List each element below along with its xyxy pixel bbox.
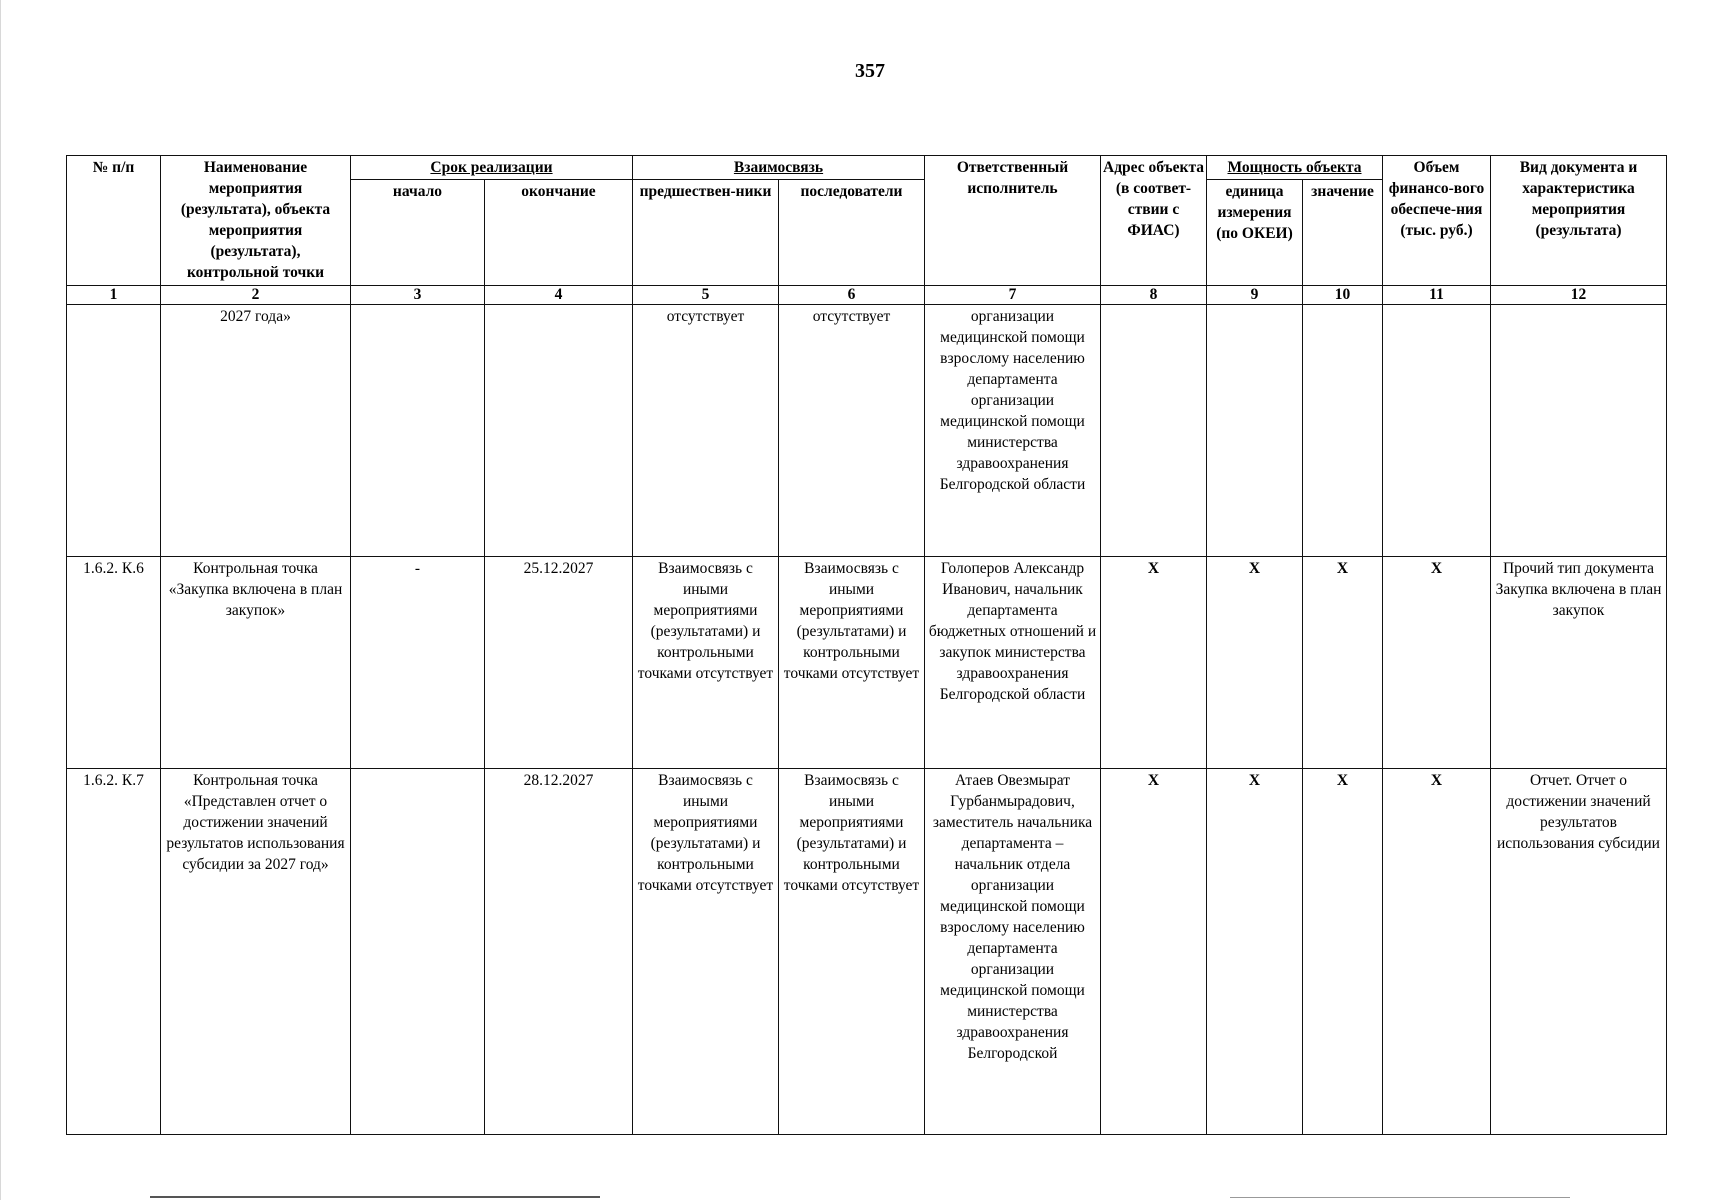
column-number: 11 — [1383, 286, 1491, 305]
implementation-plan-table — [66, 155, 1667, 1135]
header-document: Вид документа и характеристика мероприятия (результата) — [1491, 156, 1667, 286]
cell-value — [1303, 305, 1383, 557]
header-period-end: окончание — [485, 180, 633, 286]
header-successors: последователи — [779, 180, 925, 286]
header-num: № п/п — [67, 156, 161, 286]
cell-responsible: Голоперов Александр Иванович, начальник департамента бюджетных отношений и закупок министерства здравоохранения Белгородской области — [925, 557, 1101, 769]
cell-name: 2027 года» — [161, 305, 351, 557]
cell-start — [351, 769, 485, 1135]
cell-document: Прочий тип документа Закупка включена в план закупок — [1491, 557, 1667, 769]
cell-finance: X — [1383, 769, 1491, 1135]
column-number: 3 — [351, 286, 485, 305]
header-period-start: начало — [351, 180, 485, 286]
scan-bottom-line — [150, 1196, 600, 1198]
cell-unit — [1207, 305, 1303, 557]
page-number: 357 — [855, 60, 885, 82]
cell-finance — [1383, 305, 1491, 557]
column-number: 5 — [633, 286, 779, 305]
cell-responsible: организации медицинской помощи взрослому населению департамента организации медицинской помощи министерства здравоохранения Белгородской области — [925, 305, 1101, 557]
column-number: 6 — [779, 286, 925, 305]
cell-predecessors: отсутствует — [633, 305, 779, 557]
cell-name: Контрольная точка «Представлен отчет о достижении значений результатов использования субсидии за 2027 год» — [161, 769, 351, 1135]
header-address: Адрес объекта (в соответ-ствии с ФИАС) — [1101, 156, 1207, 286]
cell-document: Отчет. Отчет о достижении значений результатов использования субсидии — [1491, 769, 1667, 1135]
header-relation: Взаимосвязь — [633, 156, 925, 180]
table-row — [67, 557, 1667, 769]
cell-predecessors: Взаимосвязь с иными мероприятиями (результатами) и контрольными точками отсутствует — [633, 557, 779, 769]
cell-predecessors: Взаимосвязь с иными мероприятиями (результатами) и контрольными точками отсутствует — [633, 769, 779, 1135]
scan-edge — [0, 0, 1, 1200]
column-number: 9 — [1207, 286, 1303, 305]
cell-end — [485, 305, 633, 557]
cell-finance: X — [1383, 557, 1491, 769]
header-period: Срок реализации — [351, 156, 633, 180]
column-number: 12 — [1491, 286, 1667, 305]
column-number: 8 — [1101, 286, 1207, 305]
cell-successors: Взаимосвязь с иными мероприятиями (результатами) и контрольными точками отсутствует — [779, 769, 925, 1135]
column-number: 1 — [67, 286, 161, 305]
cell-start — [351, 305, 485, 557]
cell-unit: X — [1207, 557, 1303, 769]
cell-end: 28.12.2027 — [485, 769, 633, 1135]
cell-responsible: Атаев Овезмырат Гурбанмырадович, заместитель начальника департамента – начальник отдела организации медицинской помощи взрослому населению департамента организации медицинской помощи министерства здравоохранения Белгородской — [925, 769, 1101, 1135]
cell-successors: отсутствует — [779, 305, 925, 557]
header-value: значение — [1303, 180, 1383, 286]
cell-num: 1.6.2. К.6 — [67, 557, 161, 769]
column-number: 4 — [485, 286, 633, 305]
cell-end: 25.12.2027 — [485, 557, 633, 769]
cell-successors: Взаимосвязь с иными мероприятиями (результатами) и контрольными точками отсутствует — [779, 557, 925, 769]
cell-address: X — [1101, 769, 1207, 1135]
header-capacity: Мощность объекта — [1207, 156, 1383, 180]
scan-bottom-line — [1230, 1197, 1570, 1198]
cell-value: X — [1303, 769, 1383, 1135]
header-name: Наименование мероприятия (результата), объекта мероприятия (результата), контрольной точки — [161, 156, 351, 286]
header-unit: единица измерения (по ОКЕИ) — [1207, 180, 1303, 286]
cell-num — [67, 305, 161, 557]
cell-document — [1491, 305, 1667, 557]
table-row — [67, 769, 1667, 1135]
column-number: 10 — [1303, 286, 1383, 305]
cell-num: 1.6.2. К.7 — [67, 769, 161, 1135]
cell-unit: X — [1207, 769, 1303, 1135]
cell-name: Контрольная точка «Закупка включена в план закупок» — [161, 557, 351, 769]
column-number: 7 — [925, 286, 1101, 305]
cell-start: - — [351, 557, 485, 769]
column-number: 2 — [161, 286, 351, 305]
cell-value: X — [1303, 557, 1383, 769]
cell-address: X — [1101, 557, 1207, 769]
table-row — [67, 305, 1667, 557]
header-responsible: Ответственный исполнитель — [925, 156, 1101, 286]
header-predecessors: предшествен-ники — [633, 180, 779, 286]
header-finance: Объем финансо-вого обеспече-ния (тыс. руб.) — [1383, 156, 1491, 286]
cell-address — [1101, 305, 1207, 557]
